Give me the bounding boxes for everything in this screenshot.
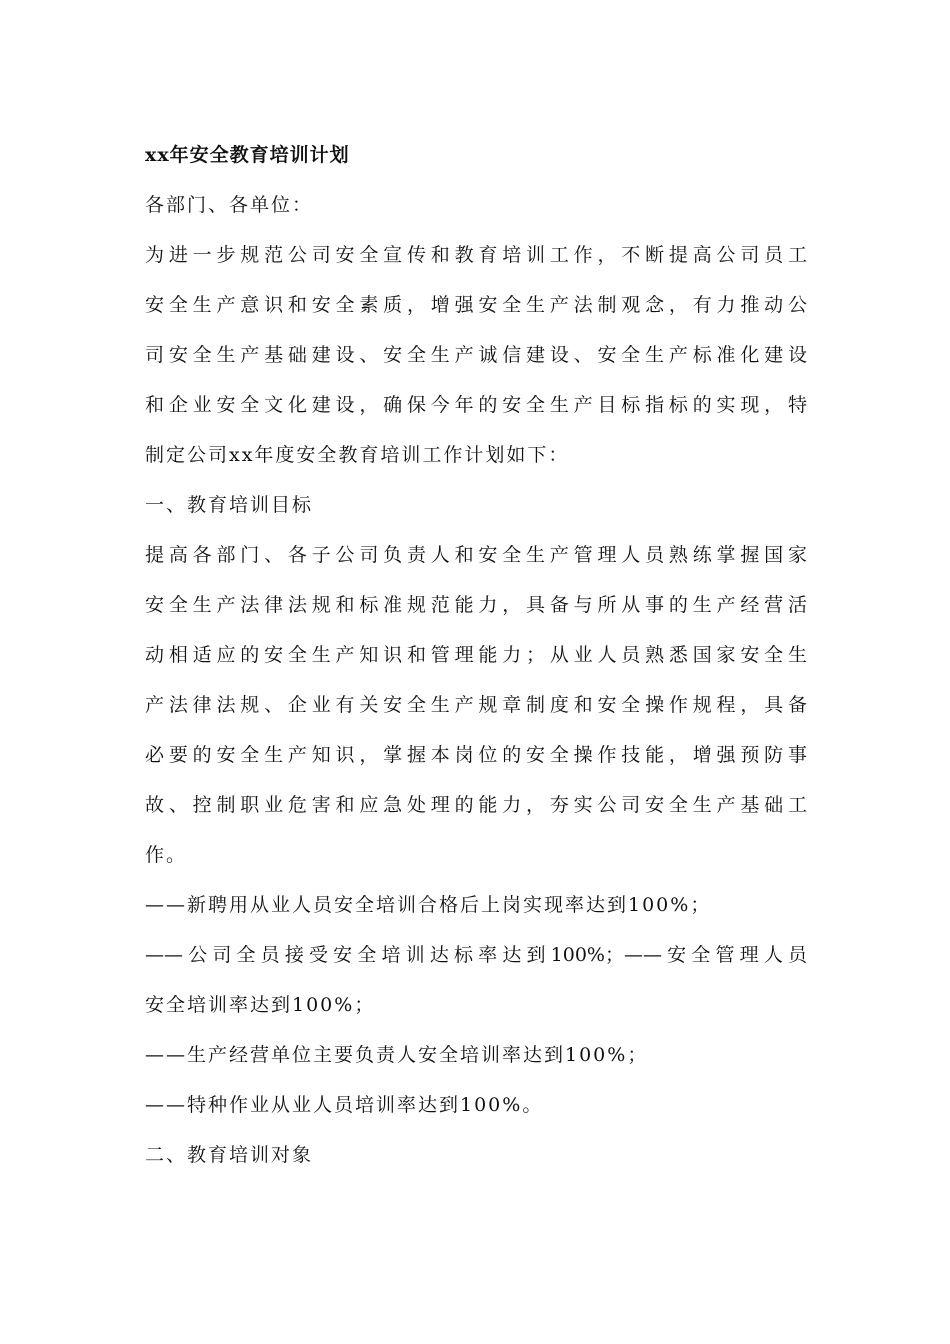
goal-line: 必要的安全生产知识，掌握本岗位的安全操作技能，增强预防事 [145, 744, 807, 766]
target-line: ——公司全员接受安全培训达标率达到100%；——安全管理人员 [145, 944, 807, 966]
intro-line: 安全生产意识和安全素质，增强安全生产法制观念，有力推动公 [145, 294, 807, 316]
target-line: ——新聘用从业人员安全培训合格后上岗实现率达到100%； [145, 894, 712, 916]
intro-line: 制定公司xx年度安全教育培训工作计划如下： [145, 444, 570, 466]
goal-line: 作。 [145, 844, 188, 866]
goal-line: 提高各部门、各子公司负责人和安全生产管理人员熟练掌握国家 [145, 544, 807, 566]
goal-line: 安全生产法律法规和标准规范能力，具备与所从事的生产经营活 [145, 594, 807, 616]
target-line: ——特种作业从业人员培训率达到100%。 [145, 1094, 544, 1116]
section-heading-goals: 一、教育培训目标 [145, 494, 314, 516]
intro-line: 司安全生产基础建设、安全生产诚信建设、安全生产标准化建设 [145, 344, 807, 366]
goal-line: 故、控制职业危害和应急处理的能力，夯实公司安全生产基础工 [145, 794, 807, 816]
intro-line: 和企业安全文化建设，确保今年的安全生产目标指标的实现，特 [145, 394, 807, 416]
intro-line: 为进一步规范公司安全宣传和教育培训工作，不断提高公司员工 [145, 244, 807, 266]
target-line: ——生产经营单位主要负责人安全培训率达到100%； [145, 1044, 649, 1066]
document-body [145, 130, 807, 1180]
section-heading-audience: 二、教育培训对象 [145, 1144, 314, 1166]
document-title: xx年安全教育培训计划 [145, 144, 350, 166]
target-line: 安全培训率达到100%； [145, 994, 376, 1016]
goal-line: 动相适应的安全生产知识和管理能力；从业人员熟悉国家安全生 [145, 644, 807, 666]
goal-line: 产法律法规、企业有关安全生产规章制度和安全操作规程，具备 [145, 694, 807, 716]
salutation: 各部门、各单位： [145, 194, 314, 216]
